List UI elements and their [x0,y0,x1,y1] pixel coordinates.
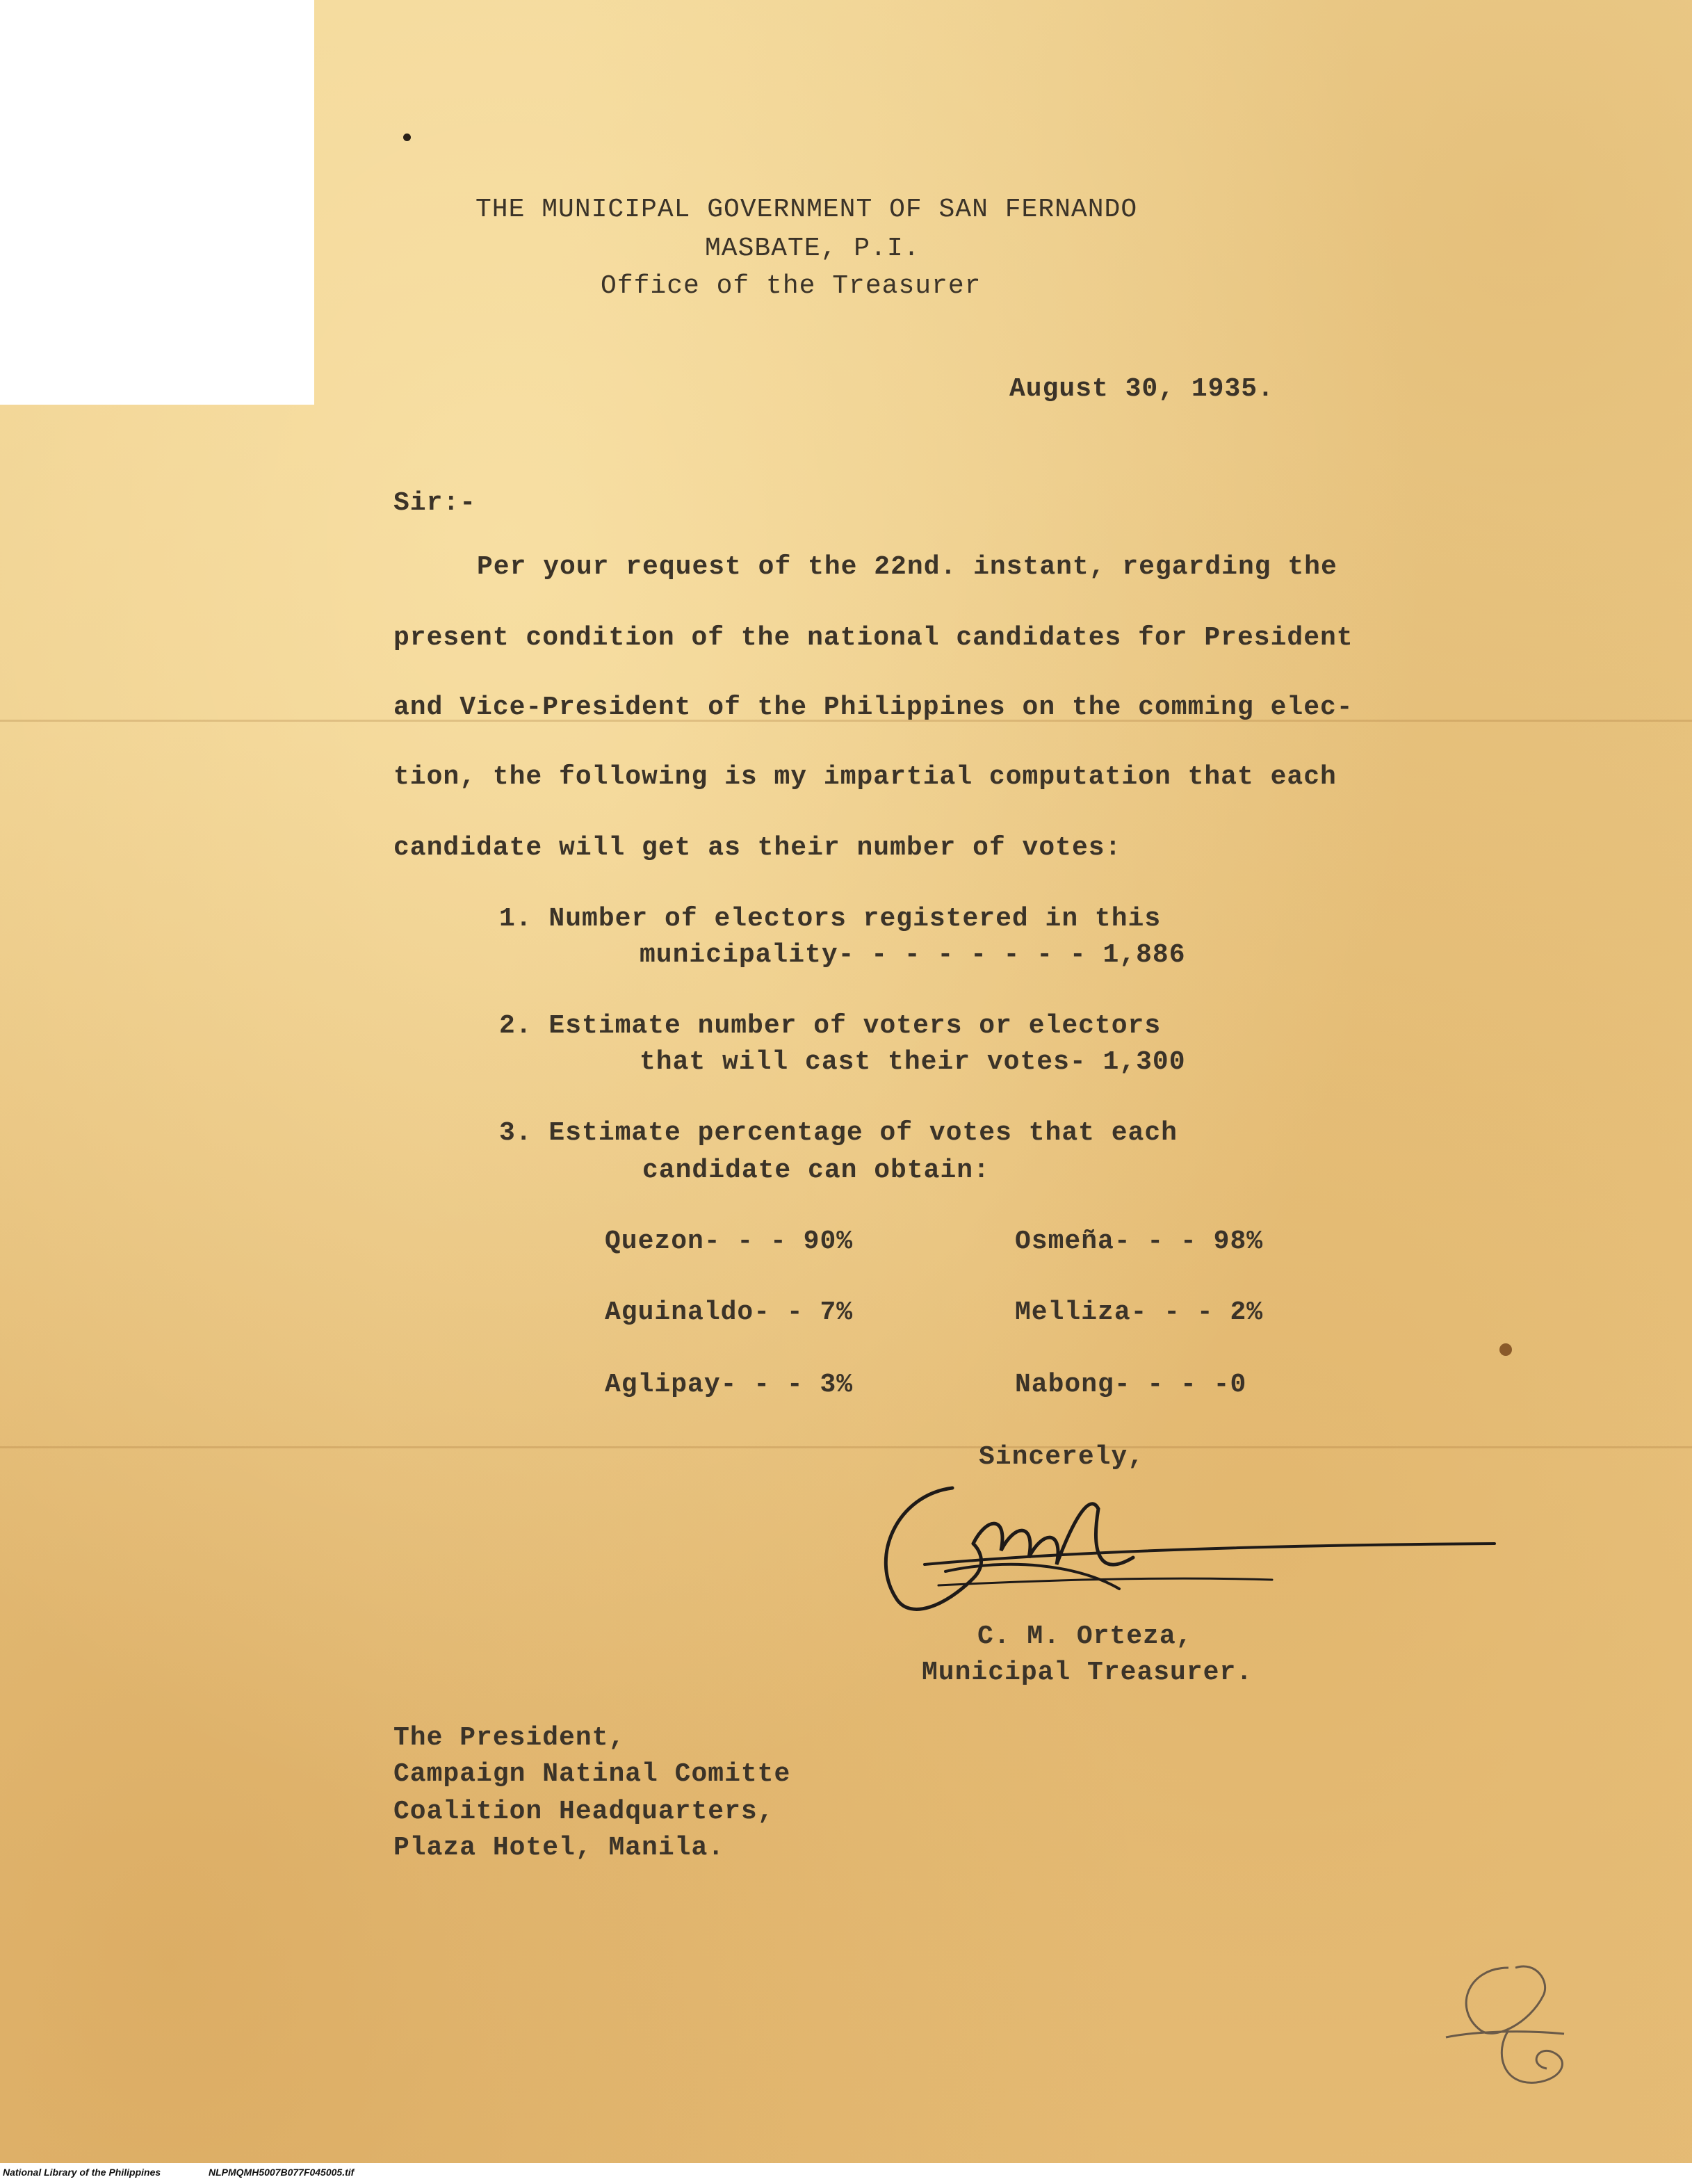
fold-crease-lower [0,1446,1692,1448]
body-line-1: Per your request of the 22nd. instant, regarding the [477,552,1337,582]
addressee-line-3: Coalition Headquarters, [393,1797,774,1827]
letterhead-line-3: Office of the Treasurer [601,271,982,301]
addressee-line-4: Plaza Hotel, Manila. [393,1833,725,1863]
stain-spot [1499,1343,1512,1356]
pencil-initial-mark [1425,1954,1599,2100]
letter-date: August 30, 1935. [1009,374,1274,404]
item-1-line-1: 1. Number of electors registered in this [499,904,1162,934]
body-line-4: tion, the following is my impartial computation that each [393,762,1337,792]
letterhead-line-2: MASBATE, P.I. [705,234,920,264]
item-2-line-1: 2. Estimate number of voters or electors [499,1011,1162,1041]
ink-speck [403,134,411,141]
item-3-line-2: candidate can obtain: [642,1156,990,1186]
percentage-osmena: Osmeña- - - 98% [1015,1227,1264,1256]
item-2-line-2: that will cast their votes- 1,300 [640,1047,1186,1077]
salutation: Sir:- [393,488,477,518]
addressee-line-2: Campaign Natinal Comitte [393,1759,791,1789]
signatory-title: Municipal Treasurer. [922,1658,1253,1688]
percentage-aglipay: Aglipay- - - 3% [605,1370,854,1400]
percentage-nabong: Nabong- - - -0 [1015,1370,1247,1400]
body-line-3: and Vice-President of the Philippines on the comming elec- [393,693,1353,722]
redacted-corner [0,0,314,405]
item-1-line-2: municipality- - - - - - - - 1,886 [640,940,1186,970]
letterhead-line-1: THE MUNICIPAL GOVERNMENT OF SAN FERNANDO [475,195,1138,225]
archive-footer [0,2163,1692,2184]
percentage-melliza: Melliza- - - 2% [1015,1297,1264,1327]
handwritten-signature [869,1467,1508,1634]
percentage-aguinaldo: Aguinaldo- - 7% [605,1297,854,1327]
signatory-name: C. M. Orteza, [977,1621,1193,1651]
item-3-line-1: 3. Estimate percentage of votes that each [499,1118,1178,1148]
addressee-line-1: The President, [393,1723,626,1753]
percentage-quezon: Quezon- - - 90% [605,1227,854,1256]
body-line-2: present condition of the national candidates for President [393,623,1353,653]
body-line-5: candidate will get as their number of votes: [393,833,1122,863]
footer-source: National Library of the Philippines [3,2167,161,2178]
footer-filename: NLPMQMH5007B077F045005.tif [209,2167,355,2178]
closing: Sincerely, [979,1442,1145,1472]
